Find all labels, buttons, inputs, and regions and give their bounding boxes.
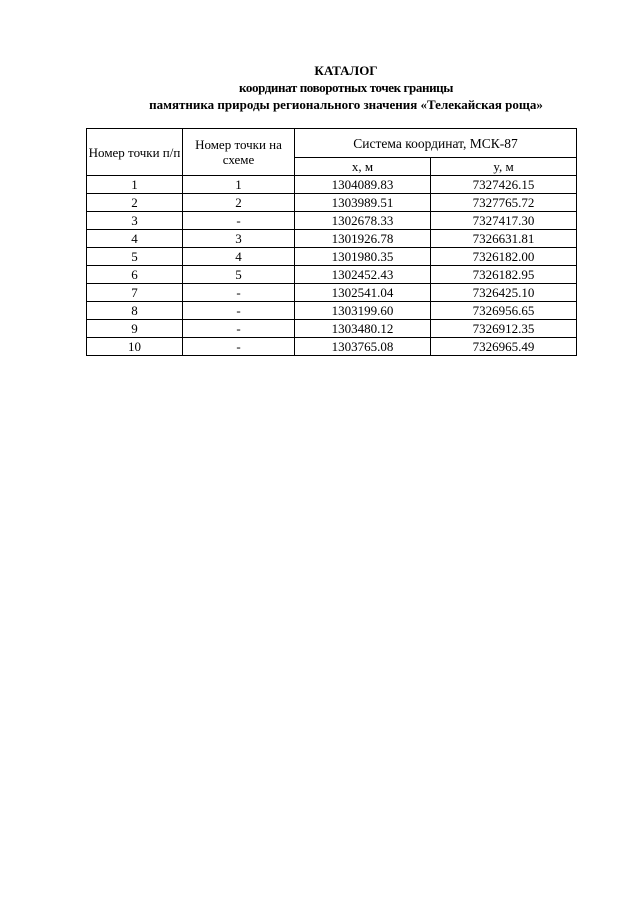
table-row bbox=[87, 194, 577, 212]
catalog-subtitle: координат поворотных точек границы bbox=[238, 80, 454, 95]
cell-y: 7326912.35 bbox=[431, 320, 577, 338]
cell-x: 1303989.51 bbox=[295, 194, 431, 212]
catalog-heading bbox=[86, 62, 606, 113]
table-row bbox=[87, 266, 577, 284]
table-header-row bbox=[87, 129, 577, 158]
cell-point-number: 9 bbox=[87, 320, 183, 338]
cell-y: 7326425.10 bbox=[431, 284, 577, 302]
cell-scheme-number: 3 bbox=[183, 230, 295, 248]
cell-y: 7327765.72 bbox=[431, 194, 577, 212]
cell-y: 7326956.65 bbox=[431, 302, 577, 320]
header-point-number: Номер точки п/п bbox=[87, 129, 183, 176]
cell-x: 1304089.83 bbox=[295, 176, 431, 194]
cell-scheme-number: 1 bbox=[183, 176, 295, 194]
cell-x: 1303199.60 bbox=[295, 302, 431, 320]
cell-x: 1301980.35 bbox=[295, 248, 431, 266]
table-row bbox=[87, 230, 577, 248]
header-coordinate-system: Система координат, МСК-87 bbox=[295, 129, 577, 158]
cell-point-number: 2 bbox=[87, 194, 183, 212]
cell-scheme-number: 5 bbox=[183, 266, 295, 284]
cell-x: 1302678.33 bbox=[295, 212, 431, 230]
cell-point-number: 3 bbox=[87, 212, 183, 230]
cell-x: 1303480.12 bbox=[295, 320, 431, 338]
cell-point-number: 5 bbox=[87, 248, 183, 266]
table-row bbox=[87, 176, 577, 194]
catalog-object-name: памятника природы регионального значения «Телекайская роща» bbox=[149, 97, 543, 112]
cell-y: 7326182.00 bbox=[431, 248, 577, 266]
table-row bbox=[87, 284, 577, 302]
header-y: y, м bbox=[431, 158, 577, 176]
coordinates-table bbox=[86, 128, 577, 356]
table-row bbox=[87, 302, 577, 320]
cell-x: 1301926.78 bbox=[295, 230, 431, 248]
table-row bbox=[87, 248, 577, 266]
catalog-title: КАТАЛОГ bbox=[314, 63, 378, 78]
cell-scheme-number: - bbox=[183, 302, 295, 320]
cell-y: 7326182.95 bbox=[431, 266, 577, 284]
table-row bbox=[87, 212, 577, 230]
cell-x: 1302541.04 bbox=[295, 284, 431, 302]
cell-scheme-number: 4 bbox=[183, 248, 295, 266]
cell-y: 7326965.49 bbox=[431, 338, 577, 356]
cell-scheme-number: - bbox=[183, 338, 295, 356]
cell-scheme-number: 2 bbox=[183, 194, 295, 212]
cell-scheme-number: - bbox=[183, 320, 295, 338]
cell-point-number: 7 bbox=[87, 284, 183, 302]
cell-point-number: 1 bbox=[87, 176, 183, 194]
cell-scheme-number: - bbox=[183, 212, 295, 230]
cell-point-number: 4 bbox=[87, 230, 183, 248]
table-row bbox=[87, 338, 577, 356]
cell-x: 1302452.43 bbox=[295, 266, 431, 284]
cell-point-number: 8 bbox=[87, 302, 183, 320]
cell-point-number: 10 bbox=[87, 338, 183, 356]
cell-scheme-number: - bbox=[183, 284, 295, 302]
header-scheme-number: Номер точки на схеме bbox=[183, 129, 295, 176]
cell-x: 1303765.08 bbox=[295, 338, 431, 356]
header-x: x, м bbox=[295, 158, 431, 176]
cell-y: 7327426.15 bbox=[431, 176, 577, 194]
cell-y: 7327417.30 bbox=[431, 212, 577, 230]
cell-y: 7326631.81 bbox=[431, 230, 577, 248]
cell-point-number: 6 bbox=[87, 266, 183, 284]
table-row bbox=[87, 320, 577, 338]
